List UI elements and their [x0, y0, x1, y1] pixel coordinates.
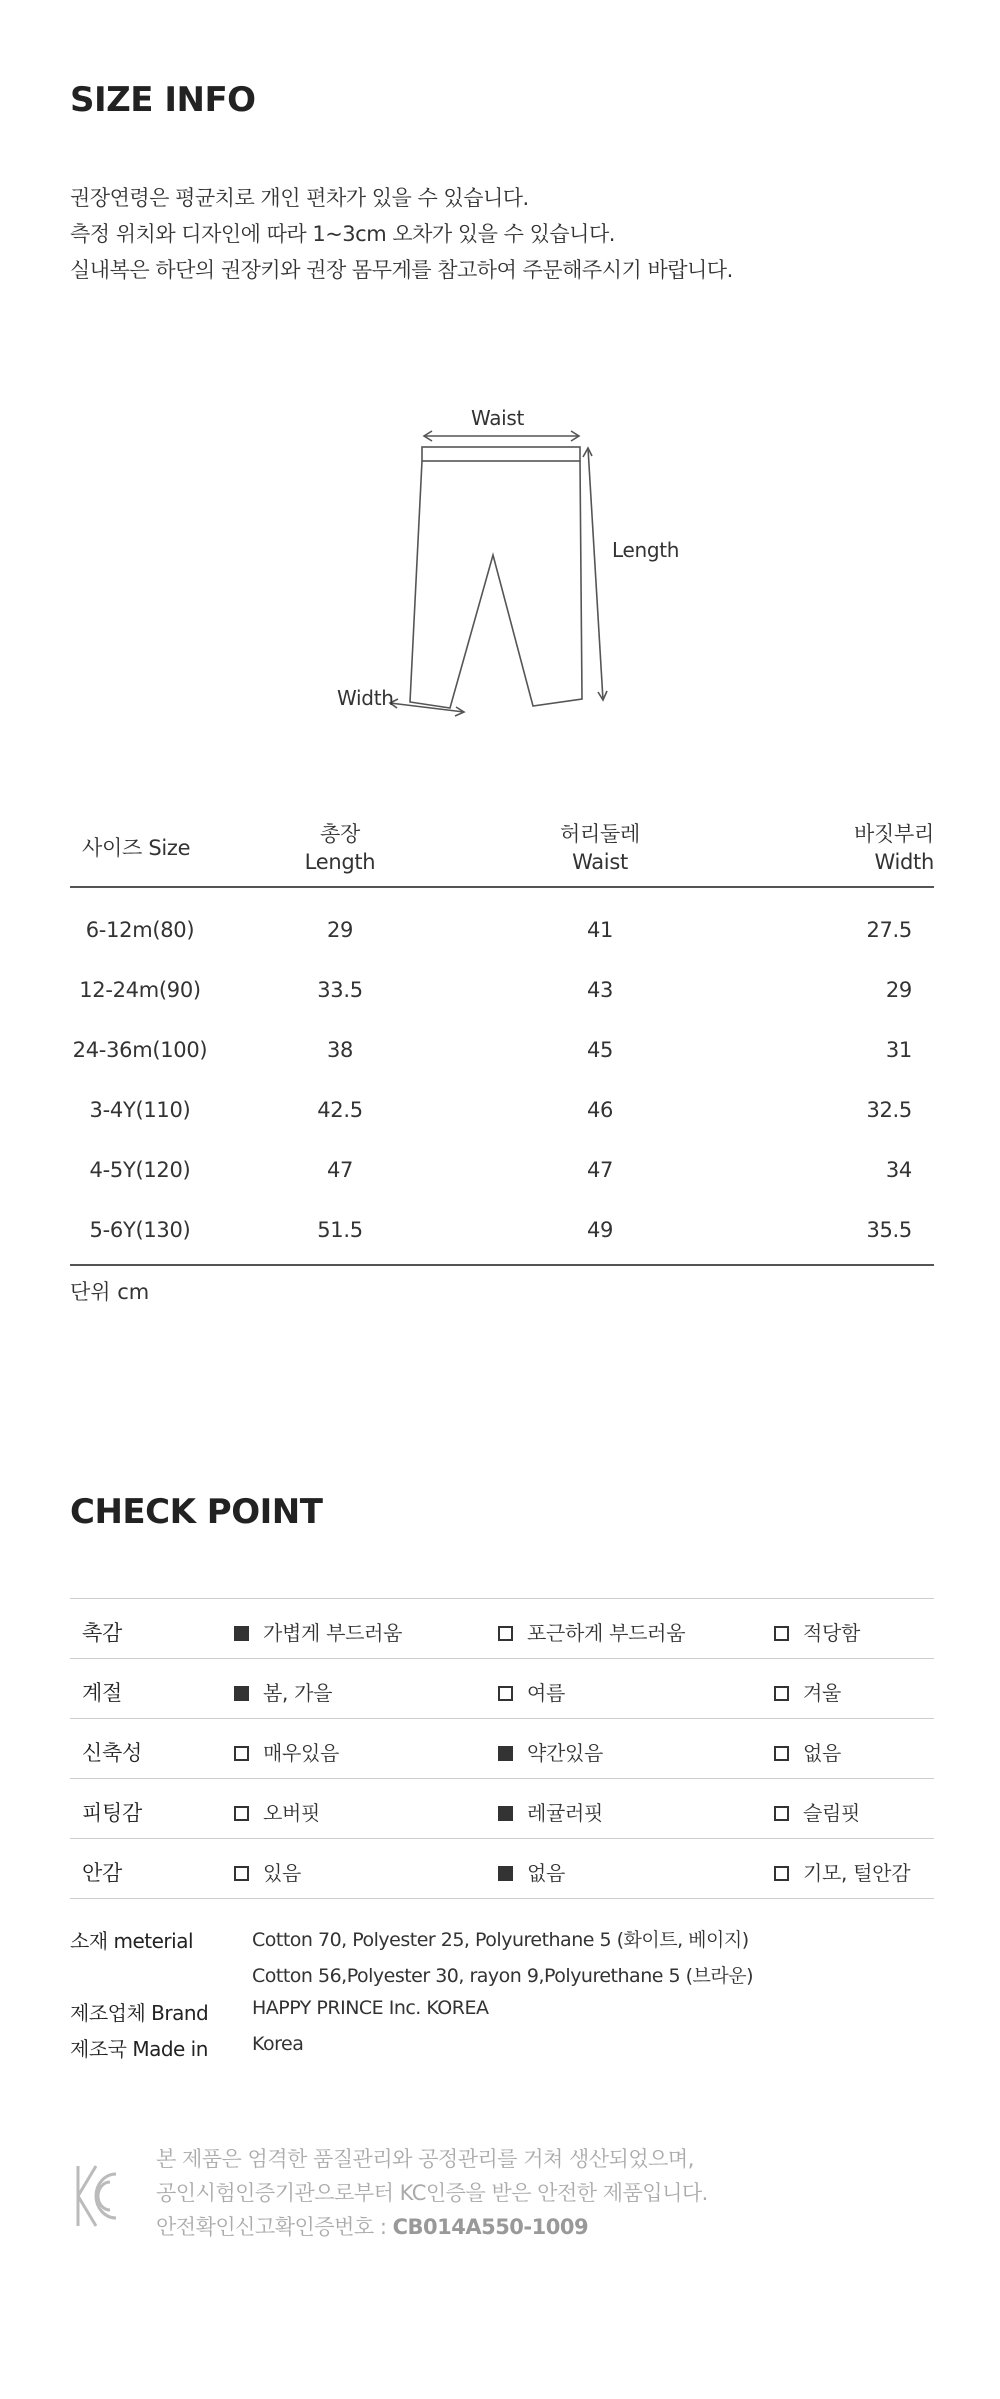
header-label: 총장 — [320, 822, 360, 846]
option-label: 적당함 — [803, 1621, 861, 1645]
check-row-label: 신축성 — [82, 1741, 142, 1765]
check-row-season — [70, 1659, 934, 1719]
width-cell: 29 — [885, 978, 912, 1002]
waist-cell: 45 — [586, 1038, 614, 1062]
check-row-fit — [70, 1779, 934, 1839]
info-row-material-2 — [70, 1961, 934, 1997]
waist-cell: 49 — [586, 1218, 614, 1242]
option-label: 매우있음 — [263, 1741, 340, 1765]
size-cell: 12-24m(90) — [79, 978, 201, 1002]
option-label: 약간있음 — [527, 1741, 604, 1765]
pants-measurement-diagram — [320, 395, 700, 725]
size-info-title: SIZE INFO — [70, 80, 256, 120]
checkbox-icon — [498, 1866, 513, 1881]
check-row-label: 촉감 — [82, 1621, 122, 1645]
table-row — [70, 1144, 934, 1204]
info-label: 소재 meterial — [70, 1929, 194, 1953]
header-label: Waist — [572, 850, 628, 874]
option-label: 포근하게 부드러움 — [527, 1621, 686, 1645]
check-point-table — [70, 1598, 934, 1899]
note-line: 측정 위치와 디자인에 따라 1~3cm 오차가 있을 수 있습니다. — [70, 222, 615, 246]
check-row-touch — [70, 1599, 934, 1659]
size-cell: 4-5Y(120) — [89, 1158, 191, 1182]
note-line: 권장연령은 평균치로 개인 편차가 있을 수 있습니다. — [70, 186, 529, 210]
kc-certification — [70, 2142, 934, 2242]
option-label: 없음 — [803, 1741, 842, 1765]
waist-label: Waist — [471, 406, 525, 430]
length-cell: 33.5 — [317, 978, 363, 1002]
option-label: 봄, 가을 — [263, 1681, 333, 1705]
check-row-label: 피팅감 — [82, 1801, 142, 1825]
option-label: 없음 — [527, 1861, 566, 1885]
option-label: 가볍게 부드러움 — [263, 1621, 403, 1645]
waist-cell: 46 — [586, 1098, 614, 1122]
width-label: Width — [337, 686, 394, 710]
info-label: 제조업체 Brand — [70, 2001, 209, 2025]
info-label: 제조국 Made in — [70, 2037, 208, 2061]
option-label: 기모, 털안감 — [803, 1861, 911, 1885]
check-row-label: 계절 — [82, 1681, 122, 1705]
note-line: 실내복은 하단의 권장키와 권장 몸무게를 참고하여 주문해주시기 바랍니다. — [70, 258, 733, 282]
checkbox-icon — [498, 1746, 513, 1761]
checkbox-icon — [234, 1806, 249, 1821]
checkbox-icon — [234, 1866, 249, 1881]
header-width — [794, 820, 934, 876]
info-value: Cotton 56,Polyester 30, rayon 9,Polyurethane 5 (브라운) — [252, 1965, 753, 1987]
header-waist — [530, 820, 670, 876]
check-option — [498, 1677, 565, 1706]
kc-line: 공인시험인증기관으로부터 KC인증을 받은 안전한 제품입니다. — [156, 2181, 708, 2205]
header-label: 허리둘레 — [560, 822, 640, 846]
checkbox-icon — [498, 1626, 513, 1641]
check-row-lining — [70, 1839, 934, 1899]
size-cell: 6-12m(80) — [85, 918, 195, 942]
checkbox-icon — [774, 1686, 789, 1701]
option-label: 레귤러핏 — [527, 1801, 604, 1825]
table-row — [70, 964, 934, 1024]
check-option — [234, 1737, 339, 1766]
size-cell: 3-4Y(110) — [89, 1098, 191, 1122]
info-value: Cotton 70, Polyester 25, Polyurethane 5 (화이트, 베이지) — [252, 1929, 749, 1951]
width-cell: 35.5 — [866, 1218, 912, 1242]
waist-cell: 47 — [586, 1158, 614, 1182]
check-option — [498, 1737, 603, 1766]
length-cell: 42.5 — [317, 1098, 363, 1122]
width-cell: 31 — [885, 1038, 912, 1062]
checkbox-icon — [774, 1626, 789, 1641]
header-label: 바짓부리 — [854, 822, 934, 846]
width-cell: 34 — [885, 1158, 912, 1182]
check-option — [498, 1857, 565, 1886]
unit-note: 단위 cm — [70, 1280, 150, 1304]
checkbox-icon — [774, 1866, 789, 1881]
table-row — [70, 1024, 934, 1084]
checkbox-icon — [234, 1746, 249, 1761]
waist-cell: 43 — [586, 978, 614, 1002]
check-option — [234, 1797, 320, 1826]
option-label: 겨울 — [803, 1681, 842, 1705]
size-table-body — [70, 888, 934, 1266]
check-option — [774, 1737, 841, 1766]
table-row — [70, 904, 934, 964]
check-option — [774, 1677, 841, 1706]
size-cell: 24-36m(100) — [72, 1038, 208, 1062]
checkbox-icon — [498, 1686, 513, 1701]
info-value: HAPPY PRINCE Inc. KOREA — [252, 1997, 489, 2019]
length-cell: 38 — [326, 1038, 354, 1062]
length-label: Length — [612, 538, 680, 562]
option-label: 있음 — [263, 1861, 302, 1885]
checkbox-icon — [774, 1806, 789, 1821]
checkbox-icon — [498, 1806, 513, 1821]
check-option — [234, 1617, 402, 1646]
header-label: 사이즈 Size — [82, 836, 191, 860]
check-option — [234, 1677, 332, 1706]
check-option — [774, 1857, 910, 1886]
check-option — [498, 1797, 603, 1826]
check-row-stretch — [70, 1719, 934, 1779]
length-cell: 51.5 — [317, 1218, 363, 1242]
size-notes — [70, 180, 733, 288]
header-label: Length — [304, 850, 376, 874]
option-label: 슬림핏 — [803, 1801, 861, 1825]
check-option — [498, 1617, 685, 1646]
info-row-brand — [70, 1997, 934, 2033]
kc-text — [156, 2142, 708, 2244]
kc-cert-line — [156, 2210, 708, 2244]
option-label: 오버핏 — [263, 1801, 321, 1825]
waist-cell: 41 — [586, 918, 614, 942]
size-table — [70, 810, 934, 1266]
info-row-origin — [70, 2033, 934, 2069]
table-row — [70, 1084, 934, 1144]
size-table-header — [70, 810, 934, 888]
width-cell: 27.5 — [866, 918, 912, 942]
kc-cert-prefix: 안전확인신고확인증번호 : — [156, 2215, 393, 2239]
size-cell: 5-6Y(130) — [89, 1218, 191, 1242]
option-label: 여름 — [527, 1681, 566, 1705]
header-length — [270, 820, 410, 876]
header-size — [82, 834, 222, 862]
length-cell: 47 — [326, 1158, 354, 1182]
check-option — [774, 1617, 860, 1646]
checkbox-icon — [234, 1686, 249, 1701]
table-row — [70, 1204, 934, 1264]
kc-cert-number: CB014A550-1009 — [392, 2215, 589, 2239]
checkbox-icon — [774, 1746, 789, 1761]
checkbox-icon — [234, 1626, 249, 1641]
product-info — [70, 1925, 934, 2069]
check-option — [234, 1857, 301, 1886]
length-cell: 29 — [326, 918, 354, 942]
width-cell: 32.5 — [866, 1098, 912, 1122]
check-row-label: 안감 — [82, 1861, 122, 1885]
check-point-title: CHECK POINT — [70, 1492, 323, 1532]
info-value: Korea — [252, 2033, 304, 2055]
info-row-material — [70, 1925, 934, 1961]
header-label: Width — [874, 850, 934, 874]
kc-line: 본 제품은 엄격한 품질관리와 공정관리를 거쳐 생산되었으며, — [156, 2147, 694, 2171]
kc-mark-icon — [74, 2160, 120, 2232]
check-option — [774, 1797, 860, 1826]
